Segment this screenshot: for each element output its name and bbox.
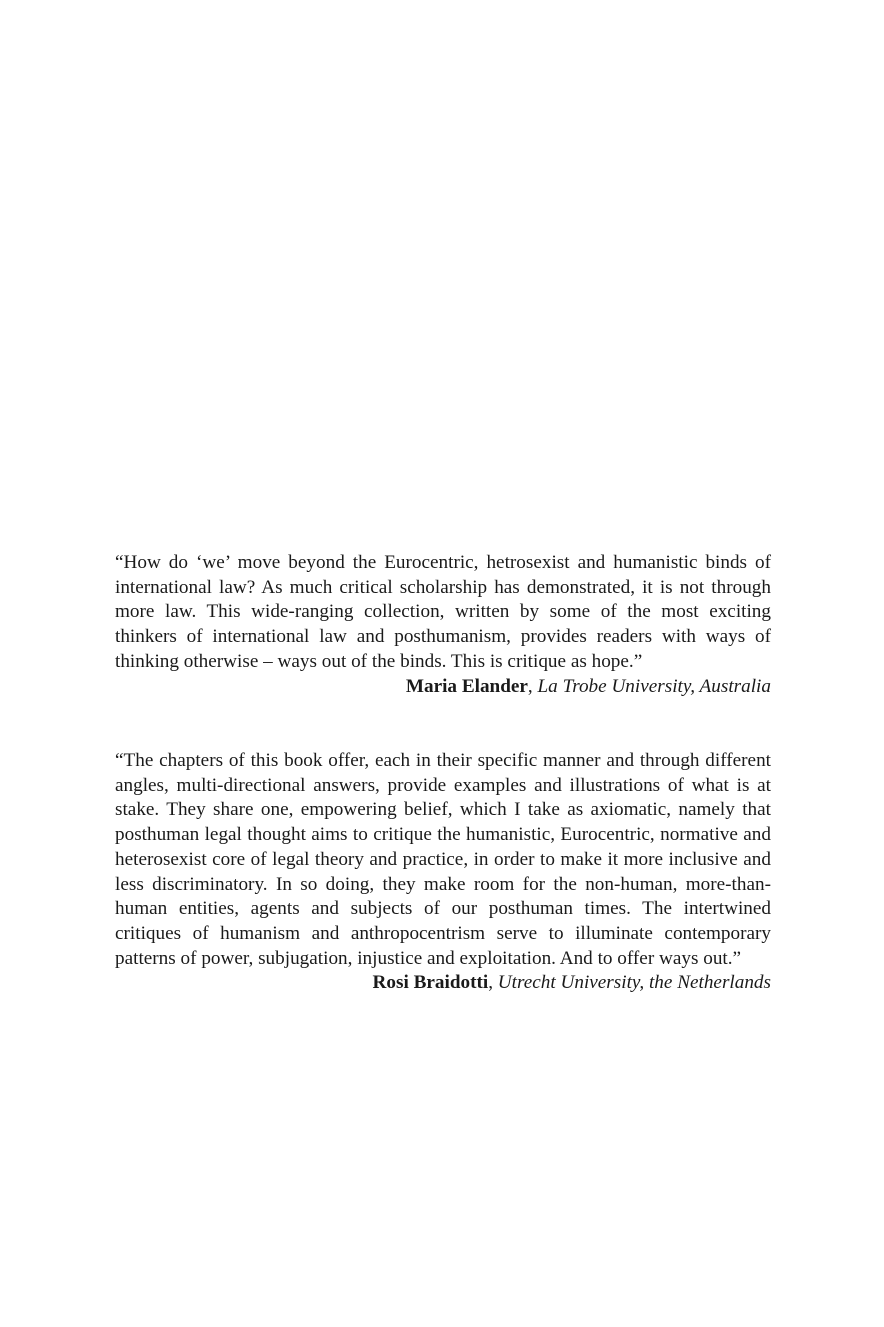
endorsement-braidotti: [115, 749, 771, 996]
endorsement-elander: [115, 551, 771, 699]
endorser-affiliation: La Trobe University, Australia: [537, 675, 771, 697]
endorser-name: Maria Elander: [405, 675, 528, 697]
endorser-affiliation: Utrecht University, the Netherlands: [497, 972, 771, 994]
attribution-separator: ,: [527, 675, 538, 697]
endorsement-quote: “How do ‘we’ move beyond the Eurocentric, hetrosexist and humanistic binds of international law? As much critical scholarship has demonstrated, it is not through more law. This wide-ranging collection, written by some of the most exciting thinkers of international law and posthumanism, provides readers with ways of thinking otherwise – ways out of the binds. This is critique as hope.”: [115, 552, 771, 672]
endorsement-attribution: [115, 971, 771, 996]
endorsement-attribution: [115, 675, 771, 700]
endorsement-quote: “The chapters of this book offer, each in their specific manner and through different angles, multi-directional answers, provide examples and illustrations of what is at stake. They share one, empowering belief, which I take as axiomatic, namely that posthuman legal thought aims to critique the humanistic, Eurocentric, normative and heterosexist core of legal theory and practice, in order to make it more inclusive and less discriminatory. In so doing, they make room for the non-human, more-than-human entities, agents and subjects of our posthuman times. The intertwined critiques of humanism and anthropocentrism serve to illuminate contemporary patterns of power, subjugation, injustice and exploitation. And to offer ways out.”: [115, 750, 771, 969]
attribution-separator: ,: [488, 972, 498, 994]
endorser-name: Rosi Braidotti: [372, 972, 489, 994]
